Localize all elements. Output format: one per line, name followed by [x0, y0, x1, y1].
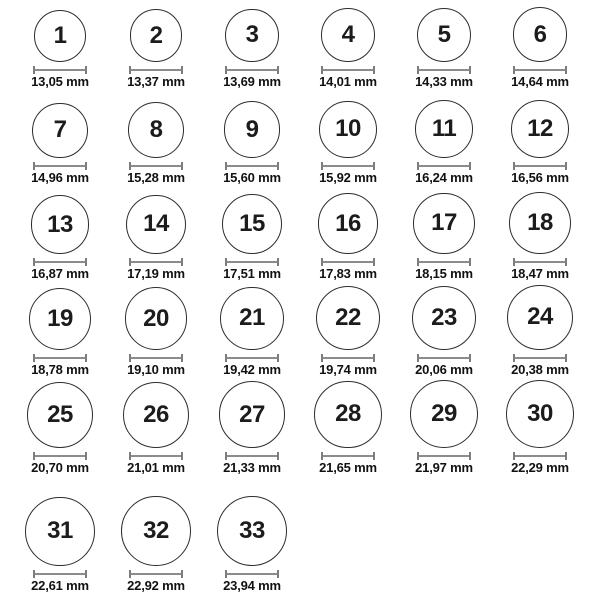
- diameter-label: 17,19 mm: [127, 266, 185, 281]
- diameter-dimension-line: [321, 66, 375, 74]
- ring-circle: [413, 193, 474, 254]
- ring-size-cell-20: [108, 288, 204, 384]
- diameter-label: 16,56 mm: [511, 170, 569, 185]
- diameter-dimension-line: [33, 452, 87, 460]
- ring-size-cell-33: [204, 482, 300, 600]
- ring-circle: [217, 496, 287, 566]
- ring-circle: [130, 9, 183, 62]
- ring-size-number: 31: [47, 517, 73, 545]
- ring-size-cell-5: [396, 0, 492, 96]
- diameter-dimension-line: [225, 354, 279, 362]
- diameter-label: 13,69 mm: [223, 74, 281, 89]
- diameter-dimension-line: [513, 258, 567, 266]
- ring-size-cell-22: [300, 288, 396, 384]
- ring-size-cell-28: [300, 384, 396, 482]
- ring-circle: [123, 382, 189, 448]
- ring-size-number: 3: [245, 21, 259, 49]
- ring-circle: [121, 496, 191, 566]
- diameter-dimension-line: [33, 570, 87, 578]
- ring-size-number: 8: [149, 116, 163, 143]
- diameter-label: 21,97 mm: [415, 460, 473, 475]
- diameter-label: 13,05 mm: [31, 74, 89, 89]
- diameter-label: 18,78 mm: [31, 362, 89, 377]
- ring-size-cell-26: [108, 384, 204, 482]
- ring-circle: [126, 195, 185, 254]
- diameter-label: 15,60 mm: [223, 170, 281, 185]
- ring-size-number: 22: [335, 304, 361, 331]
- diameter-dimension-line: [513, 66, 567, 74]
- diameter-dimension-line: [321, 258, 375, 266]
- ring-size-cell-14: [108, 192, 204, 288]
- ring-circle: [32, 103, 87, 158]
- ring-circle: [319, 101, 376, 158]
- diameter-dimension-line: [417, 66, 471, 74]
- diameter-dimension-line: [417, 354, 471, 362]
- diameter-label: 14,33 mm: [415, 74, 473, 89]
- diameter-label: 19,74 mm: [319, 362, 377, 377]
- ring-circle: [316, 286, 380, 350]
- diameter-label: 18,47 mm: [511, 266, 569, 281]
- ring-circle: [25, 497, 94, 566]
- ring-size-cell-25: [12, 384, 108, 482]
- ring-size-number: 17: [431, 209, 457, 237]
- ring-size-number: 9: [245, 115, 259, 143]
- ring-size-cell-15: [204, 192, 300, 288]
- diameter-dimension-line: [513, 162, 567, 170]
- ring-circle: [511, 100, 569, 158]
- ring-size-number: 5: [437, 20, 451, 48]
- ring-circle: [507, 285, 572, 350]
- ring-size-number: 30: [527, 399, 553, 427]
- ring-size-number: 28: [335, 400, 361, 428]
- diameter-dimension-line: [225, 162, 279, 170]
- ring-circle: [125, 287, 188, 350]
- diameter-dimension-line: [321, 452, 375, 460]
- ring-size-cell-27: [204, 384, 300, 482]
- ring-size-cell-19: [12, 288, 108, 384]
- ring-size-number: 6: [533, 20, 547, 48]
- ring-size-number: 20: [143, 304, 169, 332]
- ring-size-cell-3: [204, 0, 300, 96]
- ring-circle: [29, 288, 91, 350]
- ring-size-cell-30: [492, 384, 588, 482]
- diameter-label: 21,33 mm: [223, 460, 281, 475]
- ring-size-cell-29: [396, 384, 492, 482]
- diameter-dimension-line: [33, 162, 87, 170]
- ring-circle: [509, 192, 571, 254]
- ring-size-grid: [12, 0, 588, 600]
- ring-size-number: 1: [53, 22, 67, 49]
- ring-circle: [128, 102, 184, 158]
- ring-size-cell-2: [108, 0, 204, 96]
- ring-size-cell-23: [396, 288, 492, 384]
- ring-size-number: 13: [47, 210, 73, 238]
- ring-size-cell-13: [12, 192, 108, 288]
- diameter-label: 19,10 mm: [127, 362, 185, 377]
- diameter-dimension-line: [513, 354, 567, 362]
- ring-size-cell-16: [300, 192, 396, 288]
- ring-circle: [506, 380, 575, 449]
- ring-size-number: 15: [239, 210, 265, 237]
- diameter-label: 22,92 mm: [127, 578, 185, 593]
- ring-size-cell-24: [492, 288, 588, 384]
- diameter-dimension-line: [129, 354, 183, 362]
- ring-size-number: 29: [431, 400, 457, 427]
- diameter-label: 22,29 mm: [511, 460, 569, 475]
- ring-size-cell-4: [300, 0, 396, 96]
- diameter-dimension-line: [129, 162, 183, 170]
- diameter-label: 17,83 mm: [319, 266, 377, 281]
- ring-size-number: 14: [143, 210, 169, 238]
- diameter-dimension-line: [417, 258, 471, 266]
- ring-size-number: 2: [149, 21, 163, 49]
- ring-size-cell-32: [108, 482, 204, 600]
- ring-circle: [417, 8, 471, 62]
- ring-size-number: 27: [239, 400, 265, 428]
- ring-size-number: 32: [143, 517, 169, 545]
- ring-circle: [225, 9, 278, 62]
- ring-size-cell-9: [204, 96, 300, 192]
- ring-circle: [412, 286, 477, 351]
- ring-size-number: 4: [341, 21, 355, 49]
- ring-size-number: 18: [527, 209, 553, 237]
- diameter-label: 20,06 mm: [415, 362, 473, 377]
- diameter-label: 13,37 mm: [127, 74, 185, 89]
- ring-size-cell-18: [492, 192, 588, 288]
- diameter-dimension-line: [129, 452, 183, 460]
- ring-size-number: 19: [47, 304, 73, 332]
- ring-size-number: 10: [335, 115, 361, 143]
- ring-size-cell-1: [12, 0, 108, 96]
- diameter-label: 21,65 mm: [319, 460, 377, 475]
- ring-circle: [321, 8, 375, 62]
- ring-size-cell-7: [12, 96, 108, 192]
- ring-size-number: 26: [143, 400, 169, 428]
- diameter-dimension-line: [33, 258, 87, 266]
- diameter-label: 16,87 mm: [31, 266, 89, 281]
- ring-circle: [31, 195, 90, 254]
- ring-size-cell-17: [396, 192, 492, 288]
- diameter-label: 14,96 mm: [31, 170, 89, 185]
- diameter-label: 17,51 mm: [223, 266, 281, 281]
- ring-circle: [513, 7, 568, 62]
- diameter-label: 14,01 mm: [319, 74, 377, 89]
- diameter-label: 19,42 mm: [223, 362, 281, 377]
- diameter-label: 20,70 mm: [31, 460, 89, 475]
- ring-circle: [314, 381, 381, 448]
- diameter-dimension-line: [225, 66, 279, 74]
- diameter-dimension-line: [225, 258, 279, 266]
- ring-size-cell-6: [492, 0, 588, 96]
- diameter-dimension-line: [417, 452, 471, 460]
- diameter-dimension-line: [129, 258, 183, 266]
- diameter-label: 23,94 mm: [223, 578, 281, 593]
- diameter-dimension-line: [513, 452, 567, 460]
- diameter-label: 15,28 mm: [127, 170, 185, 185]
- diameter-label: 14,64 mm: [511, 74, 569, 89]
- ring-circle: [224, 101, 281, 158]
- diameter-label: 21,01 mm: [127, 460, 185, 475]
- ring-size-number: 7: [53, 116, 67, 144]
- diameter-dimension-line: [321, 354, 375, 362]
- ring-size-number: 21: [239, 304, 265, 332]
- ring-circle: [220, 287, 283, 350]
- ring-size-number: 25: [47, 401, 73, 429]
- diameter-dimension-line: [129, 570, 183, 578]
- ring-circle: [222, 194, 282, 254]
- ring-circle: [34, 10, 86, 62]
- ring-size-number: 16: [335, 209, 361, 237]
- diameter-label: 15,92 mm: [319, 170, 377, 185]
- ring-circle: [318, 193, 379, 254]
- ring-size-number: 24: [527, 303, 553, 331]
- diameter-label: 20,38 mm: [511, 362, 569, 377]
- ring-circle: [410, 380, 478, 448]
- diameter-dimension-line: [225, 570, 279, 578]
- ring-size-number: 12: [527, 114, 553, 142]
- diameter-dimension-line: [33, 354, 87, 362]
- diameter-label: 18,15 mm: [415, 266, 473, 281]
- diameter-dimension-line: [129, 66, 183, 74]
- ring-size-cell-31: [12, 482, 108, 600]
- ring-circle: [219, 381, 286, 448]
- diameter-dimension-line: [321, 162, 375, 170]
- ring-size-number: 11: [431, 115, 457, 143]
- ring-size-cell-10: [300, 96, 396, 192]
- ring-size-cell-12: [492, 96, 588, 192]
- ring-circle: [27, 382, 93, 448]
- diameter-label: 16,24 mm: [415, 170, 473, 185]
- diameter-label: 22,61 mm: [31, 578, 89, 593]
- ring-size-cell-11: [396, 96, 492, 192]
- diameter-dimension-line: [225, 452, 279, 460]
- diameter-dimension-line: [33, 66, 87, 74]
- ring-size-number: 33: [239, 516, 265, 544]
- ring-size-number: 23: [431, 303, 457, 331]
- diameter-dimension-line: [417, 162, 471, 170]
- ring-circle: [415, 100, 473, 158]
- ring-size-cell-21: [204, 288, 300, 384]
- ring-size-cell-8: [108, 96, 204, 192]
